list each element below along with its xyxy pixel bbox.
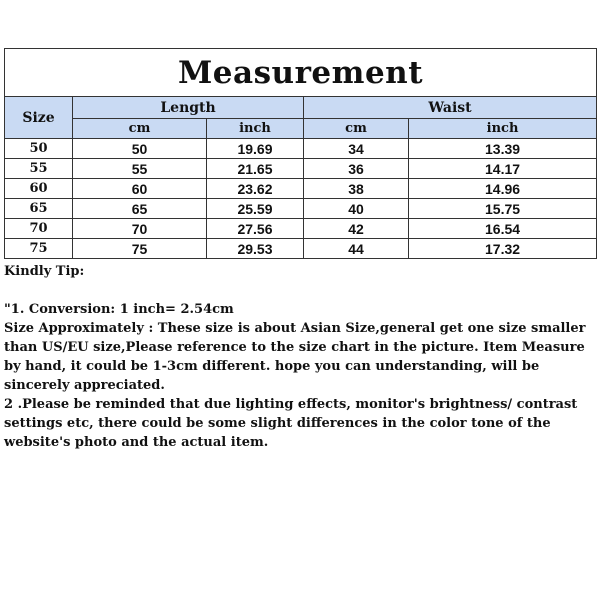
waist-cm-cell: 40: [304, 199, 409, 219]
size-cell: 55: [5, 159, 73, 179]
size-cell: 60: [5, 179, 73, 199]
size-cell: 70: [5, 219, 73, 239]
waist-inch-cell: 17.32: [409, 239, 597, 259]
waist-cm-cell: 38: [304, 179, 409, 199]
size-cell: 50: [5, 139, 73, 159]
size-cell: 65: [5, 199, 73, 219]
notes-section: [4, 262, 598, 452]
measurement-table: [4, 48, 597, 259]
waist-inch-cell: 16.54: [409, 219, 597, 239]
table-row: [5, 219, 597, 239]
length-inch-cell: 25.59: [207, 199, 304, 219]
waist-inch-cell: 14.17: [409, 159, 597, 179]
length-inch-header: inch: [207, 119, 304, 139]
length-cm-cell: 50: [73, 139, 207, 159]
waist-inch-cell: 13.39: [409, 139, 597, 159]
waist-inch-cell: 15.75: [409, 199, 597, 219]
waist-header: Waist: [304, 97, 597, 119]
waist-inch-header: inch: [409, 119, 597, 139]
reminder-note: 2 .Please be reminded that due lighting effects, monitor's brightness/ contrast settings etc, there could be some slight differences in the color tone of the website's photo and the actual item.: [4, 397, 578, 450]
size-cell: 75: [5, 239, 73, 259]
length-cm-cell: 70: [73, 219, 207, 239]
length-cm-cell: 55: [73, 159, 207, 179]
length-inch-cell: 23.62: [207, 179, 304, 199]
length-inch-cell: 27.56: [207, 219, 304, 239]
waist-cm-cell: 42: [304, 219, 409, 239]
length-cm-cell: 75: [73, 239, 207, 259]
length-inch-cell: 19.69: [207, 139, 304, 159]
length-cm-header: cm: [73, 119, 207, 139]
length-header: Length: [73, 97, 304, 119]
size-header: Size: [5, 97, 73, 139]
table-row: [5, 199, 597, 219]
length-inch-cell: 21.65: [207, 159, 304, 179]
table-row: [5, 239, 597, 259]
table-title: Measurement: [5, 49, 597, 97]
table-row: [5, 159, 597, 179]
waist-inch-cell: 14.96: [409, 179, 597, 199]
waist-cm-cell: 36: [304, 159, 409, 179]
table-row: [5, 179, 597, 199]
length-inch-cell: 29.53: [207, 239, 304, 259]
conversion-note: "1. Conversion: 1 inch= 2.54cm: [4, 302, 234, 317]
waist-cm-cell: 44: [304, 239, 409, 259]
length-cm-cell: 65: [73, 199, 207, 219]
tip-label: Kindly Tip:: [4, 264, 85, 279]
waist-cm-cell: 34: [304, 139, 409, 159]
waist-cm-header: cm: [304, 119, 409, 139]
length-cm-cell: 60: [73, 179, 207, 199]
size-approx-note: Size Approximately : These size is about Asian Size,general get one size smaller than US/EU size,Please reference to the size chart in the picture. Item Measure by hand, it could be 1-3cm different. hope you can understanding, will be sincerely appreciated.: [4, 321, 586, 393]
table-row: [5, 139, 597, 159]
